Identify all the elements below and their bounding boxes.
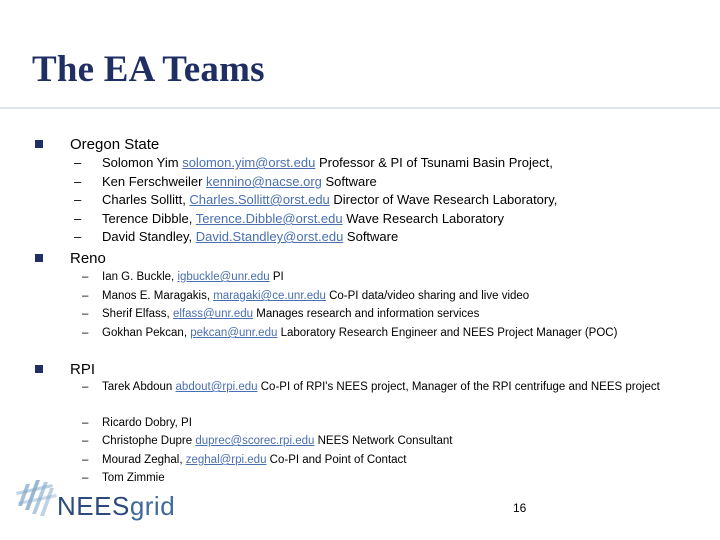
title-divider xyxy=(0,107,720,109)
list-item: Mourad Zeghal, zeghal@rpi.edu Co-PI and Point of Contact xyxy=(102,454,407,466)
section-bullet-icon xyxy=(35,365,43,373)
list-item: Terence Dibble, Terence.Dibble@orst.edu Wave Research Laboratory xyxy=(102,211,504,226)
email-link[interactable]: Charles.Sollitt@orst.edu xyxy=(189,192,330,207)
email-link[interactable]: igbuckle@unr.edu xyxy=(177,271,270,283)
list-item: Ricardo Dobry, PI xyxy=(102,417,192,429)
dash: – xyxy=(74,174,82,189)
section-heading-oregon-state: Oregon State xyxy=(70,136,160,153)
dash: – xyxy=(82,435,89,447)
email-link[interactable]: solomon.yim@orst.edu xyxy=(182,155,316,170)
dash: – xyxy=(82,271,89,283)
list-item: David Standley, David.Standley@orst.edu Software xyxy=(102,229,399,244)
dash: – xyxy=(82,308,89,320)
email-link[interactable]: duprec@scorec.rpi.edu xyxy=(195,435,315,447)
page-title: The EA Teams xyxy=(32,49,265,90)
dash: – xyxy=(82,327,89,339)
email-link[interactable]: kennino@nacse.org xyxy=(206,174,322,189)
section-heading-reno: Reno xyxy=(70,250,106,267)
email-link[interactable]: maragaki@ce.unr.edu xyxy=(213,290,326,302)
dash: – xyxy=(82,381,89,393)
list-item: Tom Zimmie xyxy=(102,472,165,484)
list-item: Ian G. Buckle, igbuckle@unr.edu PI xyxy=(102,271,284,283)
section-bullet-icon xyxy=(35,140,43,148)
list-item: Tarek Abdoun abdout@rpi.edu Co-PI of RPI's NEES project, Manager of the RPI centrifuge and NEES project xyxy=(102,381,660,393)
list-item: Charles Sollitt, Charles.Sollitt@orst.edu Director of Wave Research Laboratory, xyxy=(102,192,558,207)
email-link[interactable]: elfass@unr.edu xyxy=(172,308,254,320)
email-link[interactable]: zeghal@rpi.edu xyxy=(185,454,267,466)
dash: – xyxy=(82,417,89,429)
email-link[interactable]: David.Standley@orst.edu xyxy=(195,229,344,244)
email-link[interactable]: Terence.Dibble@orst.edu xyxy=(195,211,343,226)
dash: – xyxy=(74,229,82,244)
section-bullet-icon xyxy=(35,254,43,262)
list-item: Solomon Yim solomon.yim@orst.edu Professor & PI of Tsunami Basin Project, xyxy=(102,155,553,170)
email-link[interactable]: abdout@rpi.edu xyxy=(175,381,258,393)
dash: – xyxy=(74,211,82,226)
dash: – xyxy=(82,290,89,302)
logo-wordmark: NEESgrid xyxy=(57,491,176,521)
list-item: Gokhan Pekcan, pekcan@unr.edu Laboratory Research Engineer and NEES Project Manager (POC) xyxy=(102,327,618,339)
page-number: 16 xyxy=(513,501,527,515)
list-item: Ken Ferschweiler kennino@nacse.org Software xyxy=(102,174,377,189)
dash: – xyxy=(82,472,89,484)
dash: – xyxy=(82,454,89,466)
section-heading-rpi: RPI xyxy=(70,361,96,378)
list-item: Sherif Elfass, elfass@unr.edu Manages research and information services xyxy=(102,308,480,320)
list-item: Christophe Dupre duprec@scorec.rpi.edu NEES Network Consultant xyxy=(102,435,453,447)
email-link[interactable]: pekcan@unr.edu xyxy=(190,327,278,339)
dash: – xyxy=(74,192,82,207)
list-item: Manos E. Maragakis, maragaki@ce.unr.edu Co-PI data/video sharing and live video xyxy=(102,290,530,302)
dash: – xyxy=(74,155,82,170)
